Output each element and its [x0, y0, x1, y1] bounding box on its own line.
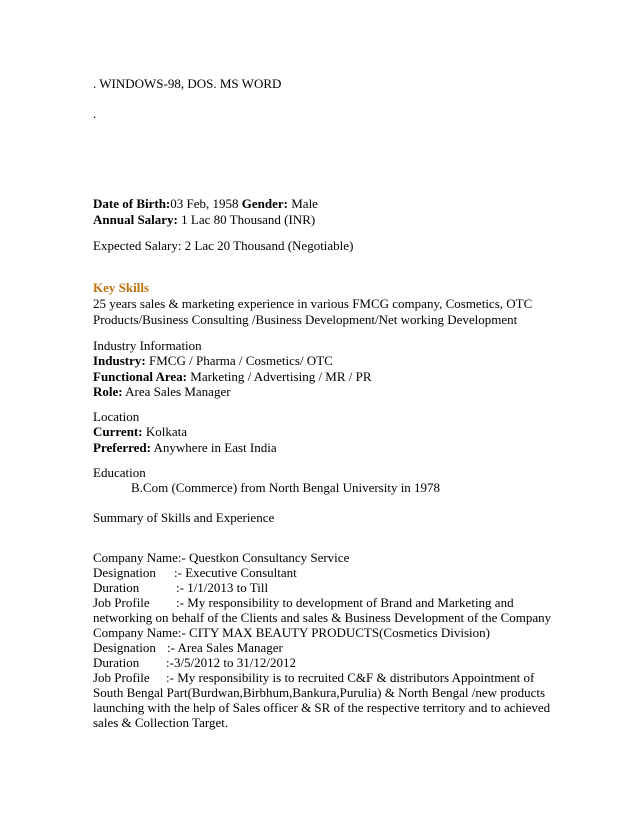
summary-heading: Summary of Skills and Experience	[93, 510, 275, 525]
key-skills-heading: Key Skills	[93, 280, 149, 295]
industry-heading: Industry Information	[93, 338, 202, 353]
software-line: . WINDOWS-98, DOS. MS WORD	[93, 76, 282, 91]
preferred-location-line	[93, 440, 277, 456]
location-heading: Location	[93, 409, 140, 424]
designation-label: Designation	[93, 565, 156, 580]
functional-area-line	[93, 369, 372, 385]
preferred-value: Anywhere in East India	[153, 440, 277, 455]
duration-value: :- 1/1/2013 to Till	[176, 580, 269, 595]
company-name-2: Company Name:- CITY MAX BEAUTY PRODUCTS(Cosmetics Division)	[93, 625, 490, 640]
designation-line-2	[93, 640, 283, 656]
role-value: Area Sales Manager	[125, 384, 231, 399]
gender-label: Gender:	[241, 196, 288, 211]
current-value: Kolkata	[145, 424, 187, 439]
salary-value: 1 Lac 80 Thousand (INR)	[181, 212, 316, 227]
current-location-line	[93, 424, 187, 440]
role-line	[93, 384, 231, 400]
salary-label: Annual Salary:	[93, 212, 178, 227]
job-profile-cont: South Bengal Part(Burdwan,Birbhum,Bankura,Purulia) & North Bengal /new products	[93, 685, 546, 700]
education-line: B.Com (Commerce) from North Bengal University in 1978	[131, 480, 441, 495]
duration-label: Duration	[93, 655, 140, 670]
job-profile-cont: launching with the help of Sales officer & SR of the respective territory and to achieved	[93, 700, 551, 715]
designation-line-1	[93, 565, 297, 581]
key-skills-line-1: 25 years sales & marketing experience in various FMCG company, Cosmetics, OTC	[93, 296, 533, 311]
designation-value: :- Area Sales Manager	[167, 640, 283, 655]
key-skills-line-2: Products/Business Consulting /Business Development/Net working Development	[93, 312, 518, 327]
duration-line-1	[93, 580, 268, 596]
duration-value: :-3/5/2012 to 31/12/2012	[166, 655, 296, 670]
preferred-label: Preferred:	[93, 440, 151, 455]
industry-value: FMCG / Pharma / Cosmetics/ OTC	[149, 353, 333, 368]
dob-value: 03 Feb, 1958	[170, 196, 239, 211]
role-label: Role:	[93, 384, 123, 399]
job-profile-line-2	[93, 670, 534, 686]
job-profile-line-1	[93, 595, 514, 611]
current-label: Current:	[93, 424, 143, 439]
gender-value: Male	[291, 196, 318, 211]
job-profile-cont: sales & Collection Target.	[93, 715, 229, 730]
dob-gender-line	[93, 196, 318, 212]
dob-label: Date of Birth:	[93, 196, 171, 211]
industry-line	[93, 353, 333, 369]
education-heading: Education	[93, 465, 146, 480]
functional-label: Functional Area:	[93, 369, 188, 384]
job-profile-label: Job Profile	[93, 595, 150, 610]
duration-line-2	[93, 655, 296, 671]
job-profile-cont: networking on behalf of the Clients and sales & Business Development of the Company	[93, 610, 552, 625]
duration-label: Duration	[93, 580, 140, 595]
dot-line: .	[93, 106, 97, 121]
job-profile-label: Job Profile	[93, 670, 150, 685]
job-profile-value: :- My responsibility is to recruited C&F & distributors Appointment of	[166, 670, 535, 685]
expected-salary: Expected Salary: 2 Lac 20 Thousand (Negotiable)	[93, 238, 354, 253]
designation-value: :- Executive Consultant	[174, 565, 297, 580]
company-name-1: Company Name:- Questkon Consultancy Service	[93, 550, 350, 565]
functional-value: Marketing / Advertising / MR / PR	[190, 369, 372, 384]
salary-line	[93, 212, 315, 228]
designation-label: Designation	[93, 640, 156, 655]
industry-label: Industry:	[93, 353, 146, 368]
job-profile-value: :- My responsibility to development of Brand and Marketing and	[176, 595, 514, 610]
